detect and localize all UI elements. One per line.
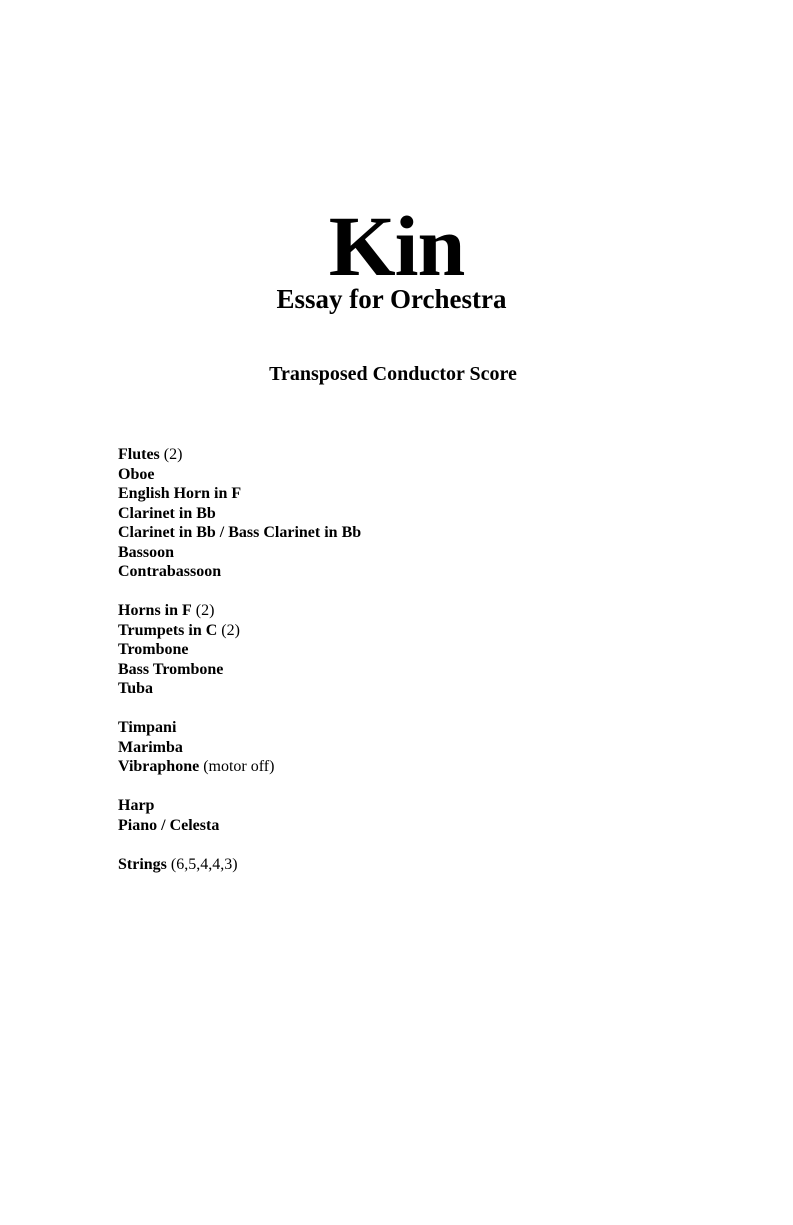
instrument-name: Oboe <box>118 465 155 483</box>
page-subtitle: Essay for Orchestra <box>276 284 507 314</box>
strings-group <box>118 855 718 875</box>
instrument-detail: (2) <box>163 446 183 463</box>
instrument-name: Harp <box>118 797 155 814</box>
keyboards-group <box>118 796 718 835</box>
instrument-name: Contrabassoon <box>118 563 222 580</box>
instrument-detail: (2) <box>195 602 215 619</box>
instrument-line <box>118 484 718 504</box>
instrument-line <box>118 679 718 699</box>
instrument-line <box>118 796 718 816</box>
instrumentation-list <box>118 445 718 894</box>
instrument-line <box>118 445 718 465</box>
instrument-detail: (motor off) <box>203 758 275 775</box>
instrument-line <box>118 543 718 563</box>
instrument-name: Flutes <box>118 446 160 463</box>
instrument-name: Vibraphone <box>118 758 200 775</box>
instrument-line <box>118 504 718 524</box>
instrument-line <box>118 465 718 485</box>
instrument-name: Clarinet in Bb / Bass Clarinet in Bb <box>118 524 362 541</box>
instrument-line <box>118 562 718 582</box>
instrument-name: Trumpets in C <box>118 621 218 639</box>
instrument-name: Marimba <box>118 738 183 756</box>
instrument-name: Timpani <box>118 719 177 736</box>
instrument-line <box>118 640 718 660</box>
score-type-label: Transposed Conductor Score <box>269 363 517 385</box>
instrument-line <box>118 855 718 875</box>
percussion-group <box>118 718 718 777</box>
instrument-name: English Horn in F <box>118 485 242 502</box>
instrument-name: Strings <box>118 855 167 873</box>
instrument-name: Bass Trombone <box>118 660 224 678</box>
instrument-line <box>118 816 718 836</box>
instrument-line <box>118 718 718 738</box>
page-title: Kin <box>328 198 465 294</box>
instrument-name: Piano / Celesta <box>118 816 220 834</box>
instrument-line <box>118 738 718 758</box>
brass-group <box>118 601 718 699</box>
instrument-name: Horns in F <box>118 602 192 619</box>
instrument-name: Tuba <box>118 680 153 697</box>
instrument-line <box>118 621 718 641</box>
instrument-name: Trombone <box>118 641 189 658</box>
instrument-name: Bassoon <box>118 543 175 561</box>
woodwinds-group <box>118 445 718 582</box>
instrument-name: Clarinet in Bb <box>118 504 216 522</box>
instrument-line <box>118 757 718 777</box>
instrument-line <box>118 660 718 680</box>
instrument-line <box>118 601 718 621</box>
instrument-line <box>118 523 718 543</box>
instrument-detail: (2) <box>221 621 240 639</box>
instrument-detail: (6,5,4,4,3) <box>170 855 238 873</box>
